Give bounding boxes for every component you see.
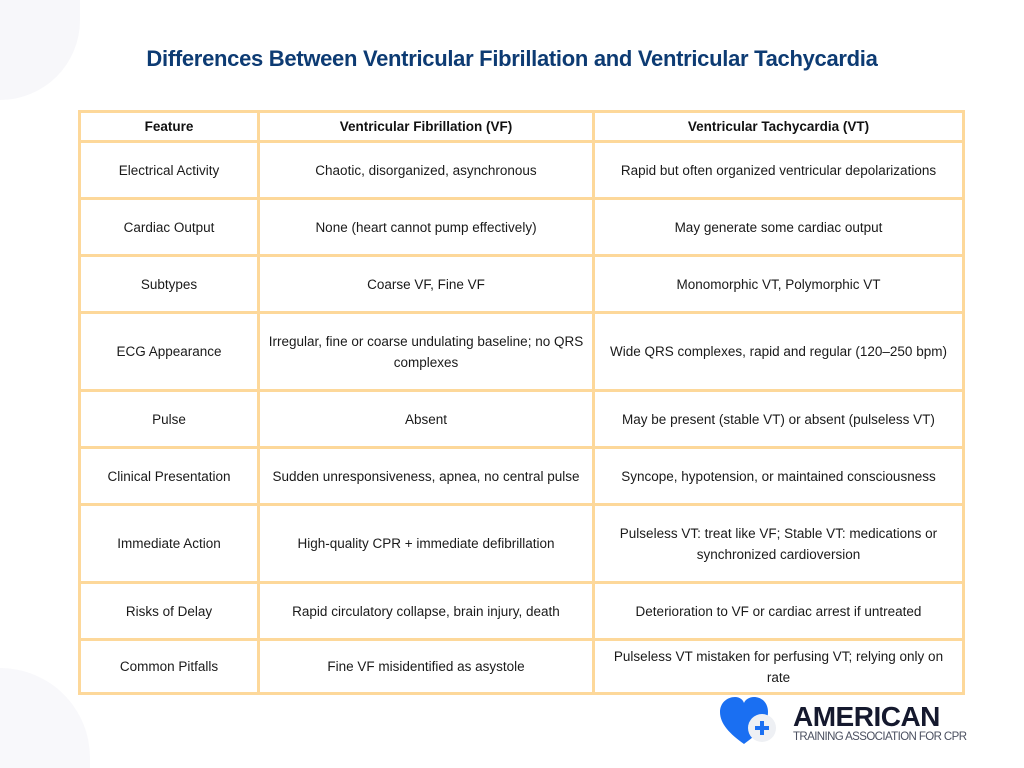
table-row xyxy=(80,391,964,448)
feature-cell: Pulse xyxy=(80,391,259,448)
vt-cell: Syncope, hypotension, or maintained consciousness xyxy=(594,448,964,505)
vf-cell: Chaotic, disorganized, asynchronous xyxy=(259,142,594,199)
table-row xyxy=(80,199,964,256)
background-shape xyxy=(0,668,90,768)
feature-cell: Immediate Action xyxy=(80,505,259,583)
vt-cell: Pulseless VT: treat like VF; Stable VT: medications or synchronized cardioversion xyxy=(594,505,964,583)
column-header: Ventricular Tachycardia (VT) xyxy=(594,112,964,142)
feature-cell: ECG Appearance xyxy=(80,313,259,391)
comparison-table xyxy=(78,110,965,695)
feature-cell: Cardiac Output xyxy=(80,199,259,256)
table-row xyxy=(80,448,964,505)
vt-cell: May generate some cardiac output xyxy=(594,199,964,256)
feature-cell: Risks of Delay xyxy=(80,583,259,640)
table-row xyxy=(80,313,964,391)
logo-name: AMERICAN xyxy=(793,701,940,732)
column-header: Feature xyxy=(80,112,259,142)
vt-cell: Wide QRS complexes, rapid and regular (120–250 bpm) xyxy=(594,313,964,391)
feature-cell: Clinical Presentation xyxy=(80,448,259,505)
table-header-row xyxy=(80,112,964,142)
vf-cell: Absent xyxy=(259,391,594,448)
table-row xyxy=(80,256,964,313)
feature-cell: Common Pitfalls xyxy=(80,640,259,694)
vf-cell: Irregular, fine or coarse undulating baseline; no QRS complexes xyxy=(259,313,594,391)
vf-cell: High-quality CPR + immediate defibrillation xyxy=(259,505,594,583)
vt-cell: Deterioration to VF or cardiac arrest if untreated xyxy=(594,583,964,640)
vf-cell: Rapid circulatory collapse, brain injury, death xyxy=(259,583,594,640)
page-title: Differences Between Ventricular Fibrillation and Ventricular Tachycardia xyxy=(146,46,878,71)
vt-cell: May be present (stable VT) or absent (pulseless VT) xyxy=(594,391,964,448)
vf-cell: Sudden unresponsiveness, apnea, no central pulse xyxy=(259,448,594,505)
vf-cell: Coarse VF, Fine VF xyxy=(259,256,594,313)
vf-cell: None (heart cannot pump effectively) xyxy=(259,199,594,256)
vt-cell: Monomorphic VT, Polymorphic VT xyxy=(594,256,964,313)
table-row xyxy=(80,640,964,694)
column-header: Ventricular Fibrillation (VF) xyxy=(259,112,594,142)
vf-cell: Fine VF misidentified as asystole xyxy=(259,640,594,694)
feature-cell: Subtypes xyxy=(80,256,259,313)
table-row xyxy=(80,505,964,583)
heart-plus-icon xyxy=(718,696,780,746)
vt-cell: Pulseless VT mistaken for perfusing VT; relying only on rate xyxy=(594,640,964,694)
feature-cell: Electrical Activity xyxy=(80,142,259,199)
vt-cell: Rapid but often organized ventricular depolarizations xyxy=(594,142,964,199)
company-logo xyxy=(718,696,998,746)
table-row xyxy=(80,583,964,640)
logo-tagline: TRAINING ASSOCIATION FOR CPR xyxy=(793,731,967,743)
table-row xyxy=(80,142,964,199)
